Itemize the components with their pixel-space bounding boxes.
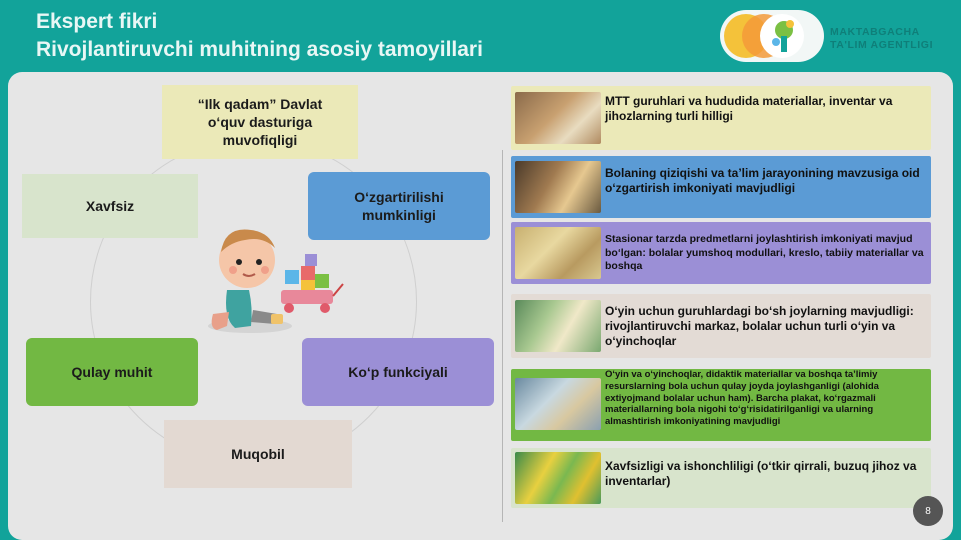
principle-xavfsiz bbox=[22, 174, 198, 238]
criteria-row-4 bbox=[511, 294, 931, 358]
slide-title bbox=[36, 8, 483, 64]
title-line-2: Rivojlantiruvchi muhitning asosiy tamoyillari bbox=[36, 38, 483, 61]
logo-line-2: TA'LIM AGENTLIGI bbox=[830, 39, 934, 51]
logo-line-1: MAKTABGACHA bbox=[830, 26, 920, 38]
principle-ozgartirilishi-label: O‘zgartirilishi mumkinligi bbox=[354, 189, 444, 223]
principle-qulay-label: Qulay muhit bbox=[71, 364, 153, 380]
page-number-badge bbox=[913, 496, 943, 526]
classroom-photo-4 bbox=[515, 300, 601, 352]
logo-emblem-icon bbox=[718, 8, 828, 64]
principle-kop-funkciyali bbox=[302, 338, 494, 406]
criteria-text-5: O‘yin va o‘yinchoqlar, didaktik materiallar va boshqa ta’limiy resurslarning bola uchun qulay joyda joylashganligi (alohida extiyojmand bolalar uchun ham). Barcha plakat, ko‘rgazmali materiallarning bola nigohi to‘g‘risidatiriIganligi va ularning almashtirish imkoniyatining mavjudligi bbox=[605, 369, 879, 428]
principle-xavfsiz-label: Xavfsiz bbox=[85, 198, 135, 214]
principle-ilk-qadam bbox=[162, 85, 358, 159]
title-line-1: Ekspert fikri bbox=[36, 10, 158, 33]
criteria-row-2 bbox=[511, 156, 931, 218]
column-divider bbox=[502, 150, 503, 522]
criteria-row-1 bbox=[511, 86, 931, 150]
classroom-photo-6 bbox=[515, 452, 601, 504]
logo-text bbox=[830, 26, 933, 52]
criteria-row-3 bbox=[511, 222, 931, 284]
criteria-text-4: O‘yin uchun guruhlardagi bo‘sh joylarning mavjudligi: rivojlantiruvchi markaz, bolalar uchun turli o‘yin va o‘yinchoqlar bbox=[605, 304, 914, 348]
agency-logo bbox=[718, 8, 961, 64]
principle-muqobil bbox=[164, 420, 352, 488]
classroom-photo-5 bbox=[515, 378, 601, 430]
criteria-row-6 bbox=[511, 448, 931, 508]
classroom-photo-3 bbox=[515, 227, 601, 279]
principle-qulay bbox=[26, 338, 198, 406]
child-playing-illustration bbox=[205, 218, 345, 336]
classroom-photo-2 bbox=[515, 161, 601, 213]
principle-muqobil-label: Muqobil bbox=[231, 446, 285, 462]
criteria-text-6: Xavfsizligi va ishonchliligi (o‘tkir qirrali, buzuq jihoz va inventarlar) bbox=[605, 459, 917, 488]
classroom-photo-1 bbox=[515, 92, 601, 144]
criteria-text-3: Stasionar tarzda predmetlarni joylashtirish imkoniyati mavjud bo‘lgan: bolalar yumshoq modullari, kreslo, tabiiy materiallar va boshqa bbox=[605, 233, 924, 272]
criteria-text-1: MTT guruhlari va hududida materiallar, inventar va jihozlarning turli hilligi bbox=[605, 94, 893, 123]
page-number: 8 bbox=[925, 505, 931, 517]
criteria-row-5 bbox=[511, 369, 931, 441]
slide-header bbox=[0, 0, 961, 72]
criteria-text-2: Bolaning qiziqishi va ta’lim jarayonining mavzusiga oid o‘zgartirish imkoniyati mavjudligi bbox=[605, 166, 920, 195]
principle-ilk-qadam-label: “Ilk qadam” Davlat o‘quv dasturiga muvofiqligi bbox=[197, 96, 323, 148]
principle-kop-funkciyali-label: Ko‘p funkciyali bbox=[348, 364, 448, 380]
